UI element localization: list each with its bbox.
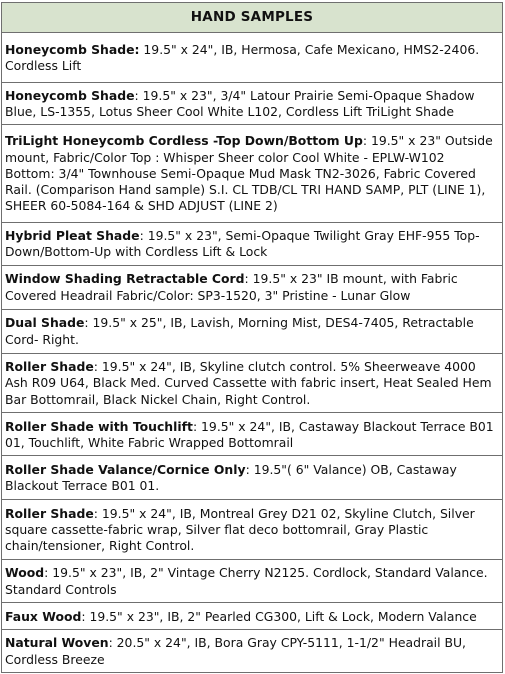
item-description: : 19.5" x 25", IB, Lavish, Morning Mist, DES4-7405, Retractable Cord- Right. [5,315,474,347]
item-description: : 19.5" x 23", IB, 2" Pearled CG300, Lift & Lock, Modern Valance [81,608,477,624]
item-description: : 19.5" x 23" IB mount, with Fabric Covered Headrail Fabric/Color: SP3-1520, 3" Pristine - Lunar Glow [5,271,458,303]
item-description: : 20.5" x 24", IB, Bora Gray CPY-5111, 1-1/2" Headrail BU, Cordless Breeze [5,635,466,667]
table-row [2,83,502,125]
item-name: Roller Shade [5,359,94,375]
item-name: Honeycomb Shade: [5,41,140,57]
item-description: : 19.5" x 24", IB, Montreal Grey D21 02, Skyline Clutch, Silver square cassette-fabric wrap, Silver flat deco bottomrail, Gray Plastic chain/tensioner, Right Control. [5,505,475,554]
table-row [2,310,502,354]
item-description: 19.5" x 24", IB, Hermosa, Cafe Mexicano, HMS2-2406. Cordless Lift [5,41,480,73]
item-name: Faux Wood [5,608,82,624]
item-name: Roller Shade Valance/Cornice Only [5,462,246,478]
item-description: : 19.5" x 24", IB, Castaway Blackout Terrace B01 01, Touchlift, White Fabric Wrapped Bottomrail [5,418,494,450]
table-row [2,500,502,560]
table-row [2,354,502,414]
item-name: Dual Shade [5,315,85,331]
item-name: TriLight Honeycomb Cordless -Top Down/Bottom Up [5,133,363,149]
item-description: : 19.5" x 23", IB, 2" Vintage Cherry N2125. Cordlock, Standard Valance. Standard Controls [5,565,488,597]
table-row [2,603,502,630]
hand-samples-table [1,2,503,673]
table-row [2,413,502,456]
table-row [2,33,502,83]
item-name: Roller Shade with Touchlift [5,418,193,434]
table-title: HAND SAMPLES [2,3,502,33]
item-name: Window Shading Retractable Cord [5,271,245,287]
item-name: Natural Woven [5,635,109,651]
table-row [2,266,502,310]
item-description: : 19.5" x 24", IB, Skyline clutch control. 5% Sheerweave 4000 Ash R09 U64, Black Med. Curved Cassette with fabric insert, Heat Sealed Hem Bar Bottomrail, Black Nickel Chain, Right Control. [5,359,492,407]
item-description: : 19.5" x 23" Outside mount, Fabric/Color Top : Whisper Sheer color Cool White - EPLW-W102 Bottom: 3/4" Townhouse Semi-Opaque Mud Mask TN2-3026, Fabric Covered Rail. (Comparison Hand sample) S.I. CL TDB/CL TRI HAND SAMP, PLT (LINE 1), SHEER 60-5084-164 & SHD ADJUST (LINE 2) [5,133,493,214]
item-name: Hybrid Pleat Shade [5,228,140,244]
item-description: : 19.5" x 23", 3/4" Latour Prairie Semi-Opaque Shadow Blue, LS-1355, Lotus Sheer Cool White L102, Cordless Lift TriLight Shade [5,87,475,119]
item-name: Honeycomb Shade [5,87,135,103]
item-name: Wood [5,565,45,581]
item-name: Roller Shade [5,505,94,521]
table-row [2,125,502,223]
table-row [2,560,502,603]
table-row [2,456,502,500]
table-row [2,223,502,266]
table-row [2,630,502,672]
item-description: : 19.5" x 23", Semi-Opaque Twilight Gray EHF-955 Top-Down/Bottom-Up with Cordless Lift & Lock [5,228,480,260]
item-description: : 19.5"( 6" Valance) OB, Castaway Blackout Terrace B01 01. [5,462,457,494]
